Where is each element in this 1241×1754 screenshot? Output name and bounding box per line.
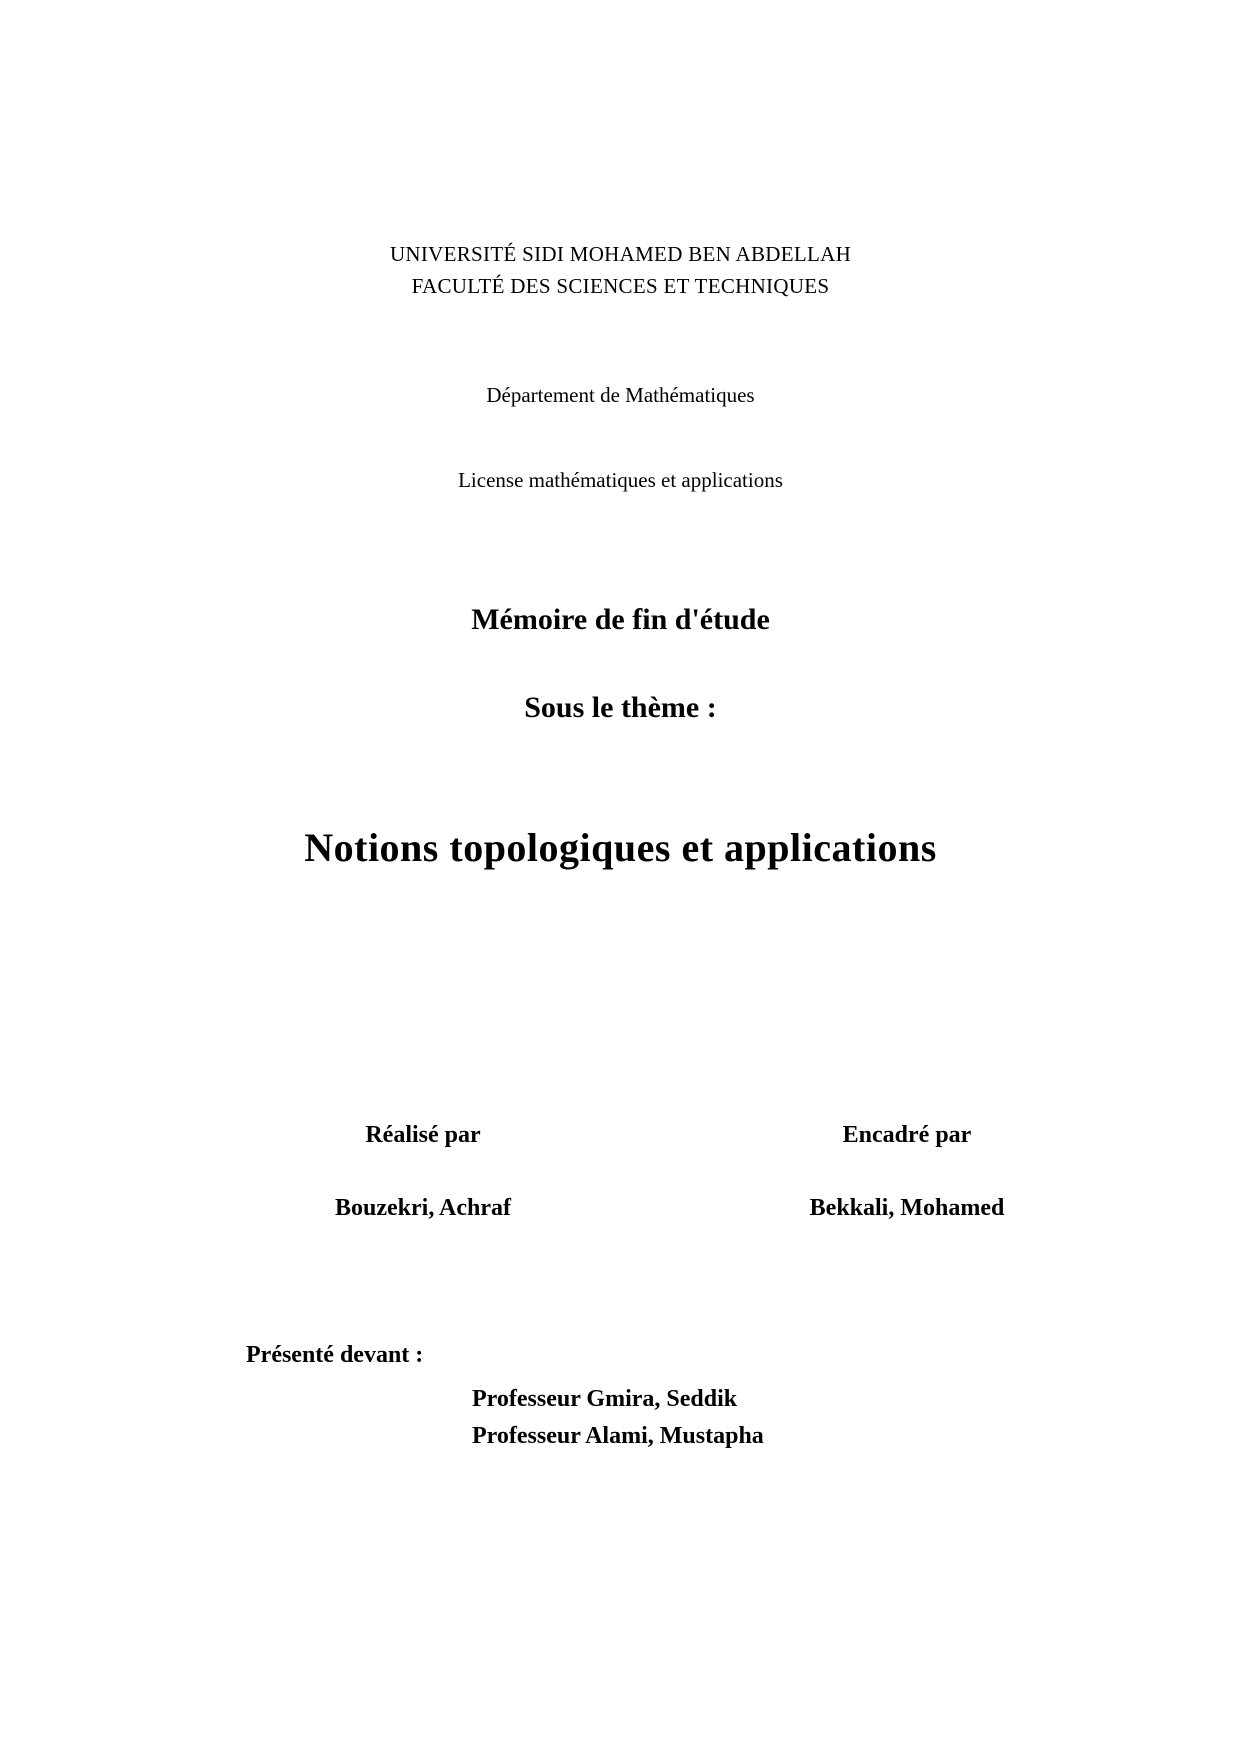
- jury-list: [472, 1381, 764, 1455]
- supervisor-name: Bekkali, Mohamed: [809, 1195, 1005, 1221]
- author-name: Bouzekri, Achraf: [335, 1195, 511, 1221]
- faculty-name: FACULTÉ DES SCIENCES ET TECHNIQUES: [411, 274, 830, 298]
- thesis-title: Notions topologiques et applications: [304, 825, 937, 870]
- institution-header: [0, 238, 1241, 302]
- jury-member: Professeur Alami, Mustapha: [472, 1423, 764, 1449]
- author-column: [258, 1122, 588, 1222]
- document-type-heading: Mémoire de fin d'étude: [471, 603, 770, 636]
- jury-member: Professeur Gmira, Seddik: [472, 1386, 738, 1412]
- theme-label: Sous le thème :: [524, 691, 717, 724]
- department-name: Département de Mathématiques: [486, 383, 755, 407]
- author-heading: Réalisé par: [365, 1122, 481, 1148]
- university-name: UNIVERSITÉ SIDI MOHAMED BEN ABDELLAH: [389, 242, 852, 266]
- jury-heading: Présenté devant :: [246, 1342, 424, 1368]
- supervisor-heading: Encadré par: [842, 1122, 972, 1148]
- program-name: License mathématiques et applications: [458, 468, 783, 492]
- supervisor-column: [742, 1122, 1072, 1222]
